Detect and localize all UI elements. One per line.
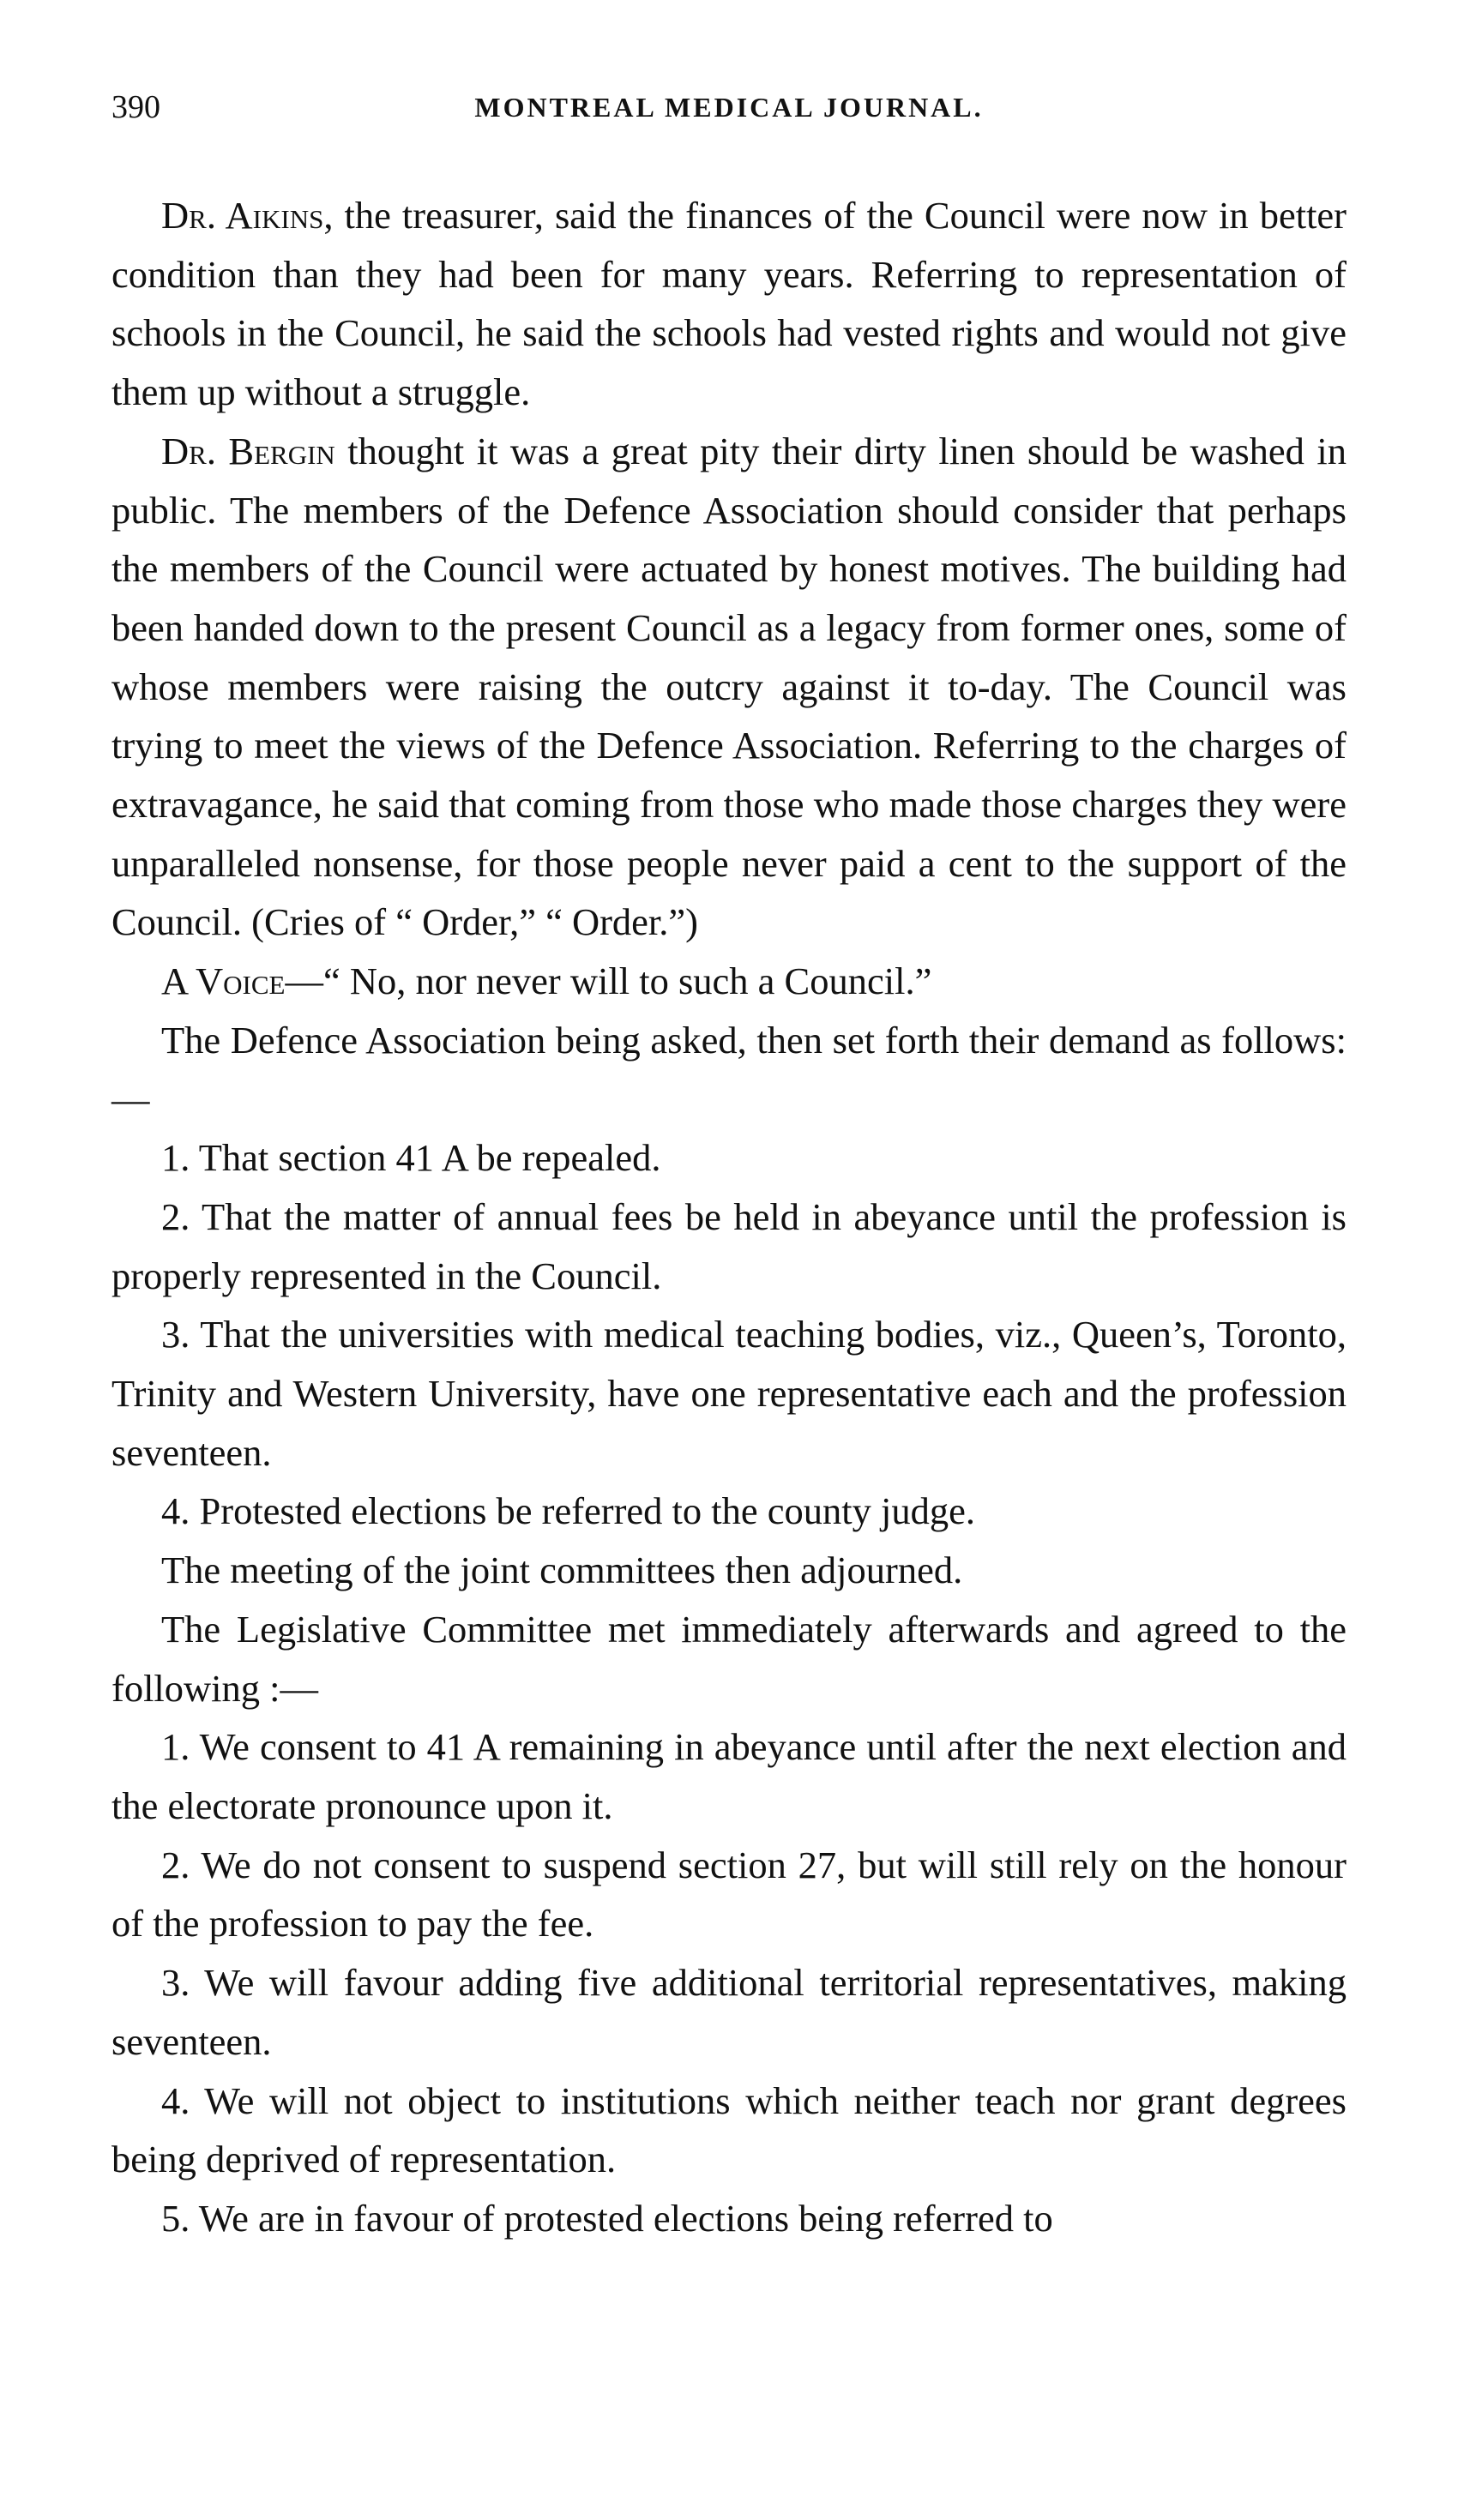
paragraph-text: 4. Protested elections be referred to the county judge.: [161, 1489, 976, 1533]
list-item: [111, 2189, 1347, 2248]
paragraph: [111, 1011, 1347, 1128]
paragraph-text: —“ No, nor never will to such a Council.”: [285, 959, 932, 1003]
list-item: [111, 1836, 1347, 1953]
paragraph-text: 4. We will not object to institutions which neither teach nor grant degrees being deprived of representation.: [111, 2078, 1347, 2181]
paragraph-text: The Defence Association being asked, then set forth their demand as follows:—: [111, 1018, 1347, 1121]
paragraph-text: thought it was a great pity their dirty linen should be washed in public. The members of the Defence Association should consider that perhaps the members of the Council were actuated by honest motives. The building had been handed down to the present Council as a legacy from former ones, some of whose members were raising the outcry against it to-day. The Council was trying to meet the views of the Defence Association. Referring to the charges of extravagance, he said that coming from those who made those charges they were unparalleled nonsense, for those people never paid a cent to the support of the Council. (Cries of “ Order,” “ Order.”): [111, 429, 1347, 944]
list-item: [111, 1188, 1347, 1305]
paragraph: [111, 422, 1347, 952]
journal-page: [111, 81, 1347, 2248]
speaker-name: Dr. Bergin: [161, 429, 335, 472]
paragraph-text: 1. We consent to 41 A remaining in abeyance until after the next election and the electorate pronounce upon it.: [111, 1725, 1347, 1827]
paragraph: [111, 952, 1347, 1011]
paragraph-text: 3. That the universities with medical teaching bodies, viz., Queen’s, Toronto, Trinity and Western University, have one representative each and the profession seventeen.: [111, 1313, 1347, 1474]
paragraph: [111, 1600, 1347, 1717]
list-item: [111, 1305, 1347, 1482]
paragraph-text: the treasurer, said the finances of the Council were now in better condition than they had been for many years. Referring to representation of schools in the Council, he said the schools had vested rights and would not give them up without a struggle.: [111, 194, 1347, 414]
paragraph-text: The Legislative Committee met immediately afterwards and agreed to the following :—: [111, 1607, 1347, 1710]
list-item: [111, 2072, 1347, 2189]
paragraph-text: 2. That the matter of annual fees be held in abeyance until the profession is properly represented in the Council.: [111, 1194, 1347, 1297]
paragraph-text: 1. That section 41 A be repealed.: [161, 1136, 661, 1180]
speaker-name: Dr. Aikins,: [161, 194, 334, 237]
list-item: [111, 1482, 1347, 1541]
list-item: [111, 1717, 1347, 1835]
speaker-name: A Voice: [161, 959, 286, 1003]
list-item: [111, 1128, 1347, 1188]
paragraph-text: 3. We will favour adding five additional territorial representatives, making seventeen.: [111, 1961, 1347, 2063]
paragraph-text: 2. We do not consent to suspend section 27, but will still rely on the honour of the profession to pay the fee.: [111, 1843, 1347, 1946]
running-head: [111, 81, 1347, 133]
list-item: [111, 1953, 1347, 2071]
paragraph: [111, 186, 1347, 422]
page-number: 390: [111, 89, 160, 125]
paragraph-text: The meeting of the joint committees then adjourned.: [161, 1549, 963, 1592]
paragraph-text: 5. We are in favour of protested elections being referred to: [161, 2196, 1053, 2240]
journal-title: MONTREAL MEDICAL JOURNAL.: [474, 92, 984, 123]
article-body: [111, 186, 1347, 2248]
paragraph: [111, 1541, 1347, 1600]
